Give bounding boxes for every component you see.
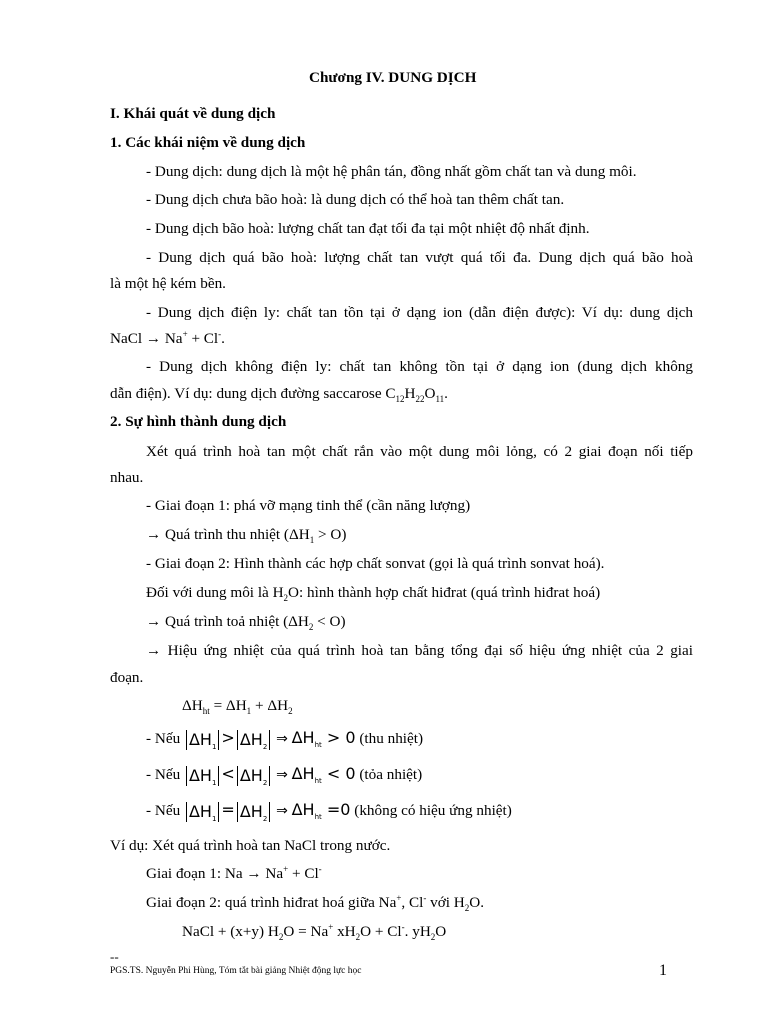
definition-saturated: - Dung dịch bão hoà: lượng chất tan đạt tối đa tại một nhiệt độ nhất định. xyxy=(146,220,590,237)
chapter-title: Chương IV. DUNG DỊCH xyxy=(309,69,477,86)
condition-no-effect: - Nếu $\Delta H_1 = \Delta H_2$ ⇒ $\Delta H_{ht} =0$ (không có hiệu ứng nhiệt) xyxy=(146,800,512,823)
example-intro: Ví dụ: Xét quá trình hoà tan NaCl trong nước. xyxy=(110,837,391,854)
definition-solution: - Dung dịch: dung dịch là một hệ phân tán, đồng nhất gồm chất tan và dung môi. xyxy=(146,163,637,180)
example-hydration-equation: NaCl + (x+y) $H_2O = Na^+$ $xH_2O + Cl^-$. $yH_2O$ xyxy=(182,921,447,943)
subsection-heading: 1. Các khái niệm về dung dịch xyxy=(110,134,306,151)
definition-electrolyte-line1: - Dung dịch điện ly: chất tan tồn tại ở dạng ion (dẫn điện được): Ví dụ: dung dịch xyxy=(146,304,693,321)
paragraph-line1: Xét quá trình hoà tan một chất rắn vào một dung môi lỏng, có 2 giai đoạn nối tiếp xyxy=(146,443,693,460)
footer-separator: -- xyxy=(110,949,119,964)
definition-nonelectrolyte-line1: - Dung dịch không điện ly: chất tan không tồn tại ở dạng ion (dung dịch không xyxy=(146,358,693,375)
example-stage1: Giai đoạn 1: Na → Na+ + Cl- xyxy=(146,863,322,882)
condition-exothermic: - Nếu $\Delta H_1 < \Delta H_2$ ⇒ $\Delta H_{ht} < 0$ (tỏa nhiệt) xyxy=(146,764,423,787)
footer-citation: PGS.TS. Nguyễn Phi Hùng, Tóm tắt bài giảng Nhiệt động lực học xyxy=(110,966,362,976)
definition-nonelectrolyte-line2: dẫn điện). Ví dụ: dung dịch đường saccarose $C_{12}H_{22}O_{11}$. xyxy=(110,385,448,405)
definition-unsaturated: - Dung dịch chưa bão hoà: là dung dịch có thể hoà tan thêm chất tan. xyxy=(146,191,565,208)
example-stage2: Giai đoạn 2: quá trình hiđrat hoá giữa Na+, Cl- với $H_2O$. xyxy=(146,892,485,914)
condition-endothermic: - Nếu $\Delta H_1 > \Delta H_2$ ⇒ $\Delta H_{ht} > 0$ (thu nhiệt) xyxy=(146,728,424,751)
endothermic-text: → Quá trình thu nhiệt $(\Delta H_1 > O)$ xyxy=(146,526,347,546)
heat-effect-line1: → Hiệu ứng nhiệt của quá trình hoà tan bằng tổng đại số hiệu ứng nhiệt của 2 giai xyxy=(146,642,693,659)
section-heading: I. Khái quát về dung dịch xyxy=(110,105,276,122)
definition-supersaturated-line1: - Dung dịch quá bão hoà: lượng chất tan vượt quá tối đa. Dung dịch quá bão hoà xyxy=(146,249,693,266)
heat-effect-line2: đoạn. xyxy=(110,669,144,686)
hydration-text: Đối với dung môi là $H_2O$: hình thành hợp chất hiđrat (quá trình hiđrat hoá) xyxy=(146,584,601,604)
definition-supersaturated-line2: là một hệ kém bền. xyxy=(110,275,226,292)
stage1-text: - Giai đoạn 1: phá vỡ mạng tinh thể (cần năng lượng) xyxy=(146,497,471,514)
enthalpy-equation: $\Delta H_{ht} = \Delta H_1 + \Delta H_2$ xyxy=(182,697,293,717)
paragraph-line2: nhau. xyxy=(110,469,144,486)
definition-electrolyte-line2: NaCl → Na+ + Cl-. xyxy=(110,328,225,347)
exothermic-text: → Quá trình toả nhiệt $(\Delta H_2 < O)$ xyxy=(146,613,346,633)
subsection-heading-2: 2. Sự hình thành dung dịch xyxy=(110,413,287,430)
stage2-text: - Giai đoạn 2: Hình thành các hợp chất sonvat (gọi là quá trình sonvat hoá). xyxy=(146,555,605,572)
page-number: 1 xyxy=(659,962,667,979)
